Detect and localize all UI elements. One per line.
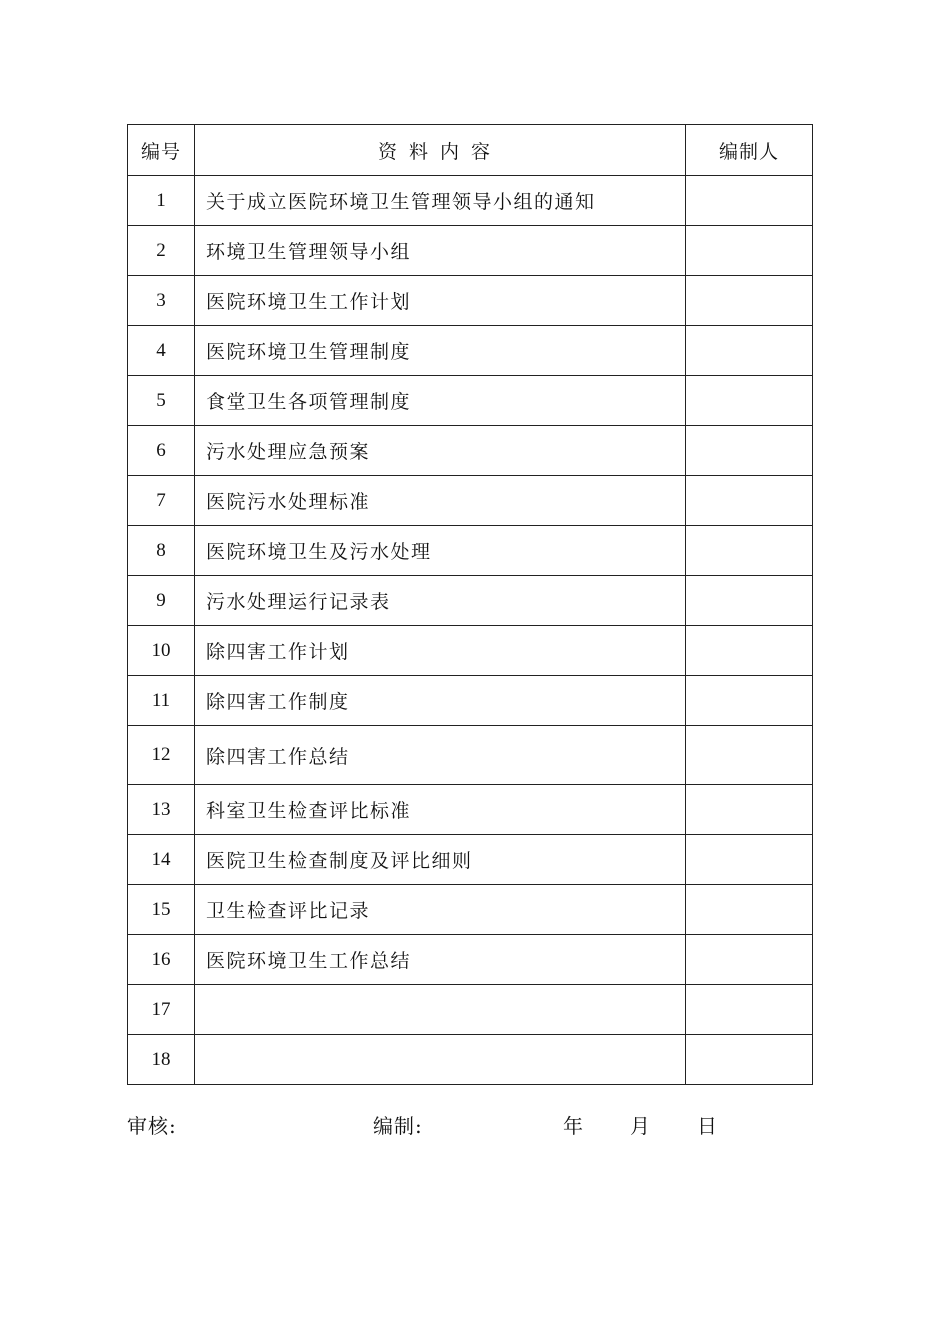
row-editor	[686, 1035, 813, 1085]
row-content: 除四害工作制度	[195, 676, 686, 726]
row-editor	[686, 376, 813, 426]
row-number: 1	[128, 176, 195, 226]
document-index-table	[127, 124, 813, 1085]
row-editor	[686, 326, 813, 376]
row-number: 8	[128, 526, 195, 576]
table-row	[128, 626, 813, 676]
row-editor	[686, 226, 813, 276]
month-label: 月	[630, 1114, 650, 1138]
row-content: 环境卫生管理领导小组	[195, 226, 686, 276]
table-row	[128, 176, 813, 226]
table-row	[128, 835, 813, 885]
row-number: 17	[128, 985, 195, 1035]
row-content: 医院卫生检查制度及评比细则	[195, 835, 686, 885]
review-label: 审核:	[127, 1114, 177, 1138]
row-number: 18	[128, 1035, 195, 1085]
row-content: 污水处理运行记录表	[195, 576, 686, 626]
table-row	[128, 1035, 813, 1085]
table-row	[128, 426, 813, 476]
compile-label: 编制:	[373, 1114, 423, 1138]
row-editor	[686, 835, 813, 885]
table-row	[128, 985, 813, 1035]
row-editor	[686, 935, 813, 985]
table-row	[128, 226, 813, 276]
table-row	[128, 326, 813, 376]
row-content	[195, 1035, 686, 1085]
row-number: 7	[128, 476, 195, 526]
row-number: 13	[128, 785, 195, 835]
table-row	[128, 576, 813, 626]
row-editor	[686, 626, 813, 676]
row-content: 除四害工作计划	[195, 626, 686, 676]
row-number: 4	[128, 326, 195, 376]
row-content	[195, 985, 686, 1035]
row-number: 14	[128, 835, 195, 885]
row-number: 9	[128, 576, 195, 626]
row-content: 关于成立医院环境卫生管理领导小组的通知	[195, 176, 686, 226]
header-content: 资料内容	[195, 125, 686, 176]
row-editor	[686, 526, 813, 576]
row-number: 12	[128, 726, 195, 785]
row-number: 3	[128, 276, 195, 326]
year-label: 年	[563, 1114, 583, 1138]
header-editor: 编制人	[686, 125, 813, 176]
row-editor	[686, 476, 813, 526]
table-row	[128, 676, 813, 726]
table-row	[128, 726, 813, 785]
row-editor	[686, 985, 813, 1035]
table-row	[128, 785, 813, 835]
table-row	[128, 376, 813, 426]
table-row	[128, 276, 813, 326]
row-editor	[686, 885, 813, 935]
table-row	[128, 885, 813, 935]
row-editor	[686, 176, 813, 226]
row-content: 医院污水处理标准	[195, 476, 686, 526]
row-content: 医院环境卫生工作计划	[195, 276, 686, 326]
row-content: 污水处理应急预案	[195, 426, 686, 476]
row-content: 医院环境卫生工作总结	[195, 935, 686, 985]
row-number: 5	[128, 376, 195, 426]
row-content: 科室卫生检查评比标准	[195, 785, 686, 835]
row-number: 15	[128, 885, 195, 935]
row-number: 6	[128, 426, 195, 476]
row-content: 食堂卫生各项管理制度	[195, 376, 686, 426]
row-content: 医院环境卫生管理制度	[195, 326, 686, 376]
table-row	[128, 476, 813, 526]
row-editor	[686, 576, 813, 626]
row-editor	[686, 276, 813, 326]
row-number: 2	[128, 226, 195, 276]
table-row	[128, 526, 813, 576]
row-number: 10	[128, 626, 195, 676]
row-editor	[686, 726, 813, 785]
row-editor	[686, 426, 813, 476]
row-editor	[686, 676, 813, 726]
table-header-row	[128, 125, 813, 176]
table-row	[128, 935, 813, 985]
row-editor	[686, 785, 813, 835]
row-content: 医院环境卫生及污水处理	[195, 526, 686, 576]
row-content: 卫生检查评比记录	[195, 885, 686, 935]
row-content: 除四害工作总结	[195, 726, 686, 785]
header-number: 编号	[128, 125, 195, 176]
row-number: 16	[128, 935, 195, 985]
signature-footer	[127, 1110, 811, 1140]
row-number: 11	[128, 676, 195, 726]
day-label: 日	[697, 1114, 717, 1138]
